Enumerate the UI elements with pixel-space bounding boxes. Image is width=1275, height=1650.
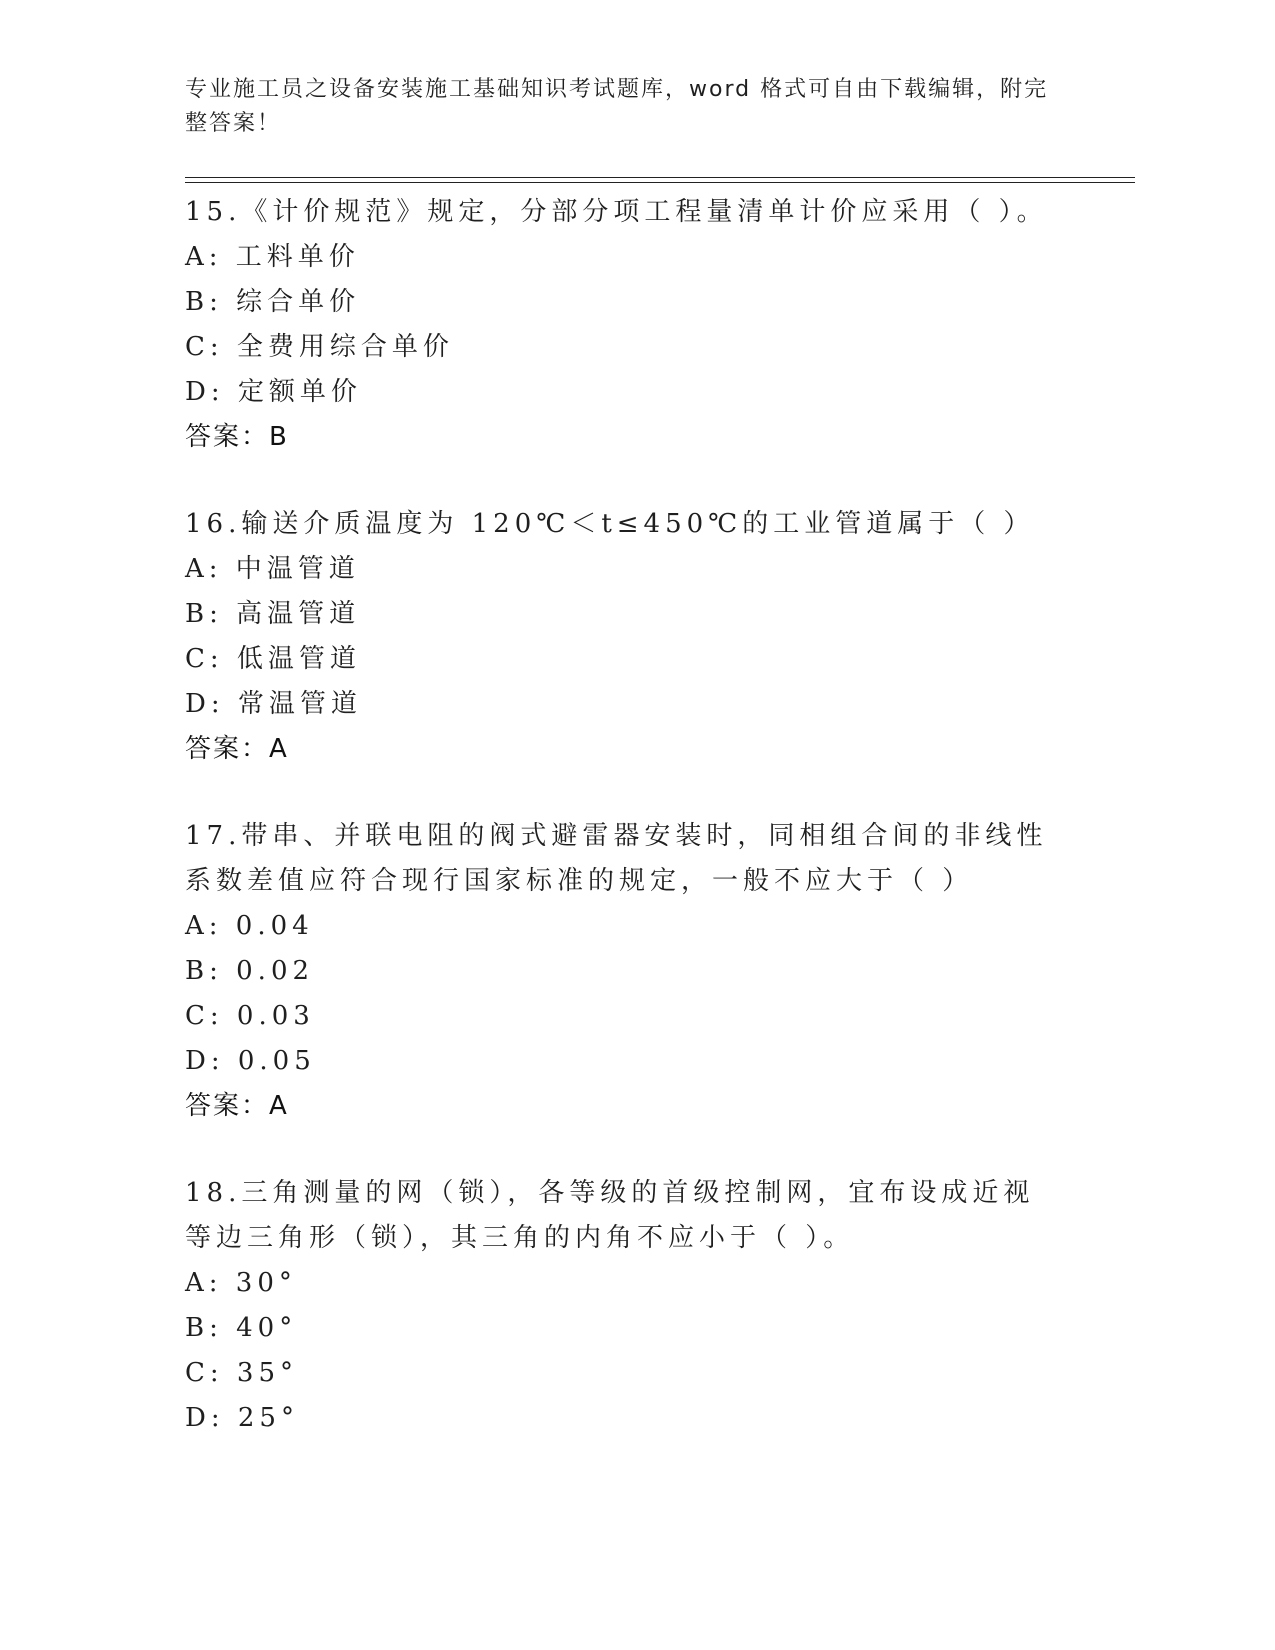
option-a: A: 30° bbox=[185, 1268, 297, 1298]
option-d: D: 0.05 bbox=[185, 1046, 316, 1076]
header-divider-top bbox=[185, 177, 1135, 178]
question-16 bbox=[185, 502, 1065, 772]
question-stem: 18.三角测量的网（锁），各等级的首级控制网，宜布设成近视等边三角形（锁），其三角的内角不应小于（ ）。 bbox=[185, 1178, 1035, 1253]
option-c: C: 0.03 bbox=[185, 1001, 315, 1031]
answer: 答案：A bbox=[185, 734, 289, 764]
option-c: C: 全费用综合单价 bbox=[185, 332, 454, 362]
option-b: B: 0.02 bbox=[185, 956, 315, 986]
question-stem: 17.带串、并联电阻的阀式避雷器安装时，同相组合间的非线性系数差值应符合现行国家标准的规定，一般不应大于（ ） bbox=[185, 821, 1048, 896]
question-stem: 15.《计价规范》规定，分部分项工程量清单计价应采用（ ）。 bbox=[185, 197, 1048, 227]
option-d: D: 常温管道 bbox=[185, 689, 362, 719]
question-18 bbox=[185, 1171, 1065, 1441]
document-page bbox=[185, 0, 1135, 1650]
option-b: B: 综合单价 bbox=[185, 287, 361, 317]
question-15 bbox=[185, 190, 1065, 460]
option-b: B: 高温管道 bbox=[185, 599, 361, 629]
answer: 答案：B bbox=[185, 422, 289, 452]
question-stem: 16.输送介质温度为 120℃＜t≤450℃的工业管道属于（ ） bbox=[185, 509, 1035, 539]
header-divider-bottom bbox=[185, 182, 1135, 183]
question-list bbox=[185, 190, 1065, 1483]
option-b: B: 40° bbox=[185, 1313, 298, 1343]
option-a: A: 0.04 bbox=[185, 911, 314, 941]
option-c: C: 低温管道 bbox=[185, 644, 361, 674]
option-d: D: 定额单价 bbox=[185, 377, 362, 407]
option-a: A: 中温管道 bbox=[185, 554, 360, 584]
answer: 答案：A bbox=[185, 1091, 289, 1121]
option-c: C: 35° bbox=[185, 1358, 299, 1388]
question-17 bbox=[185, 814, 1065, 1129]
document-header: 专业施工员之设备安装施工基础知识考试题库，word 格式可自由下载编辑，附完整答案！ bbox=[185, 77, 1049, 136]
option-d: D: 25° bbox=[185, 1403, 299, 1433]
option-a: A: 工料单价 bbox=[185, 242, 360, 272]
